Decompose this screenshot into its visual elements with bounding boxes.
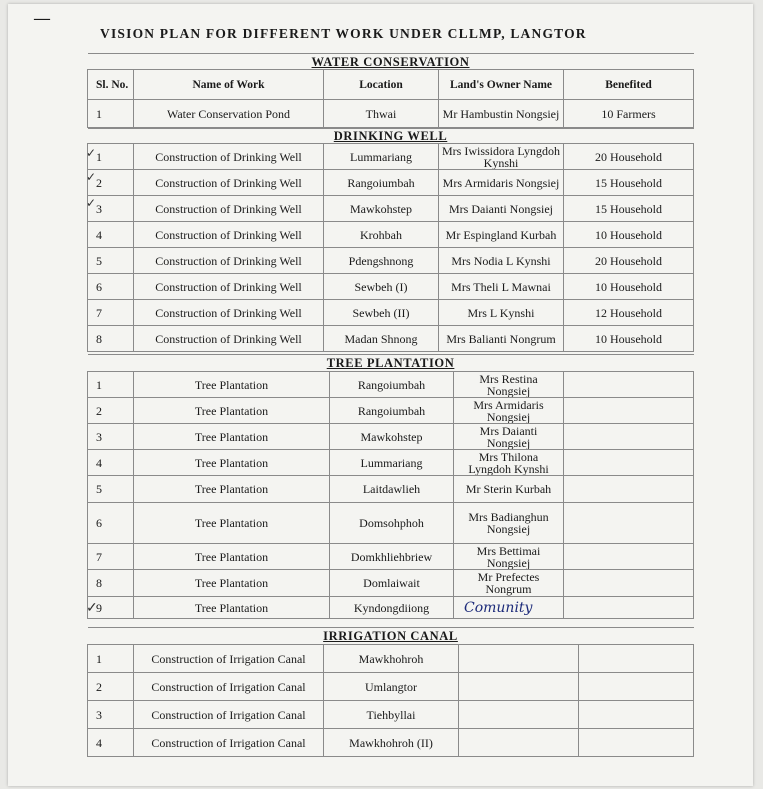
table-row: 2 Construction of Drinking Well Rangoiumbah Mrs Armidaris Nongsiej 15 Household bbox=[88, 170, 694, 196]
table-row: 2 Construction of Irrigation Canal Umlangtor bbox=[88, 673, 694, 701]
table-row: 7 Tree Plantation Domkhliehbriew Mrs Bettimai Nongsiej bbox=[88, 544, 694, 570]
handwritten-owner: Comunity bbox=[454, 597, 564, 619]
table-row: 1 Construction of Drinking Well Lummariang Mrs Iwissidora Lyngdoh Kynshi 20 Household bbox=[88, 144, 694, 170]
table-row: 7 Construction of Drinking Well Sewbeh (II) Mrs L Kynshi 12 Household bbox=[88, 300, 694, 326]
table-row: 5 Tree Plantation Laitdawlieh Mr Sterin Kurbah bbox=[88, 476, 694, 503]
table-row: 3 Construction of Irrigation Canal Tiehbyllai bbox=[88, 701, 694, 729]
pen-tick-mark: ✓ bbox=[86, 601, 98, 616]
table-row: 6 Tree Plantation Domsohphoh Mrs Badianghun Nongsiej bbox=[88, 503, 694, 544]
corner-mark: — bbox=[34, 10, 49, 27]
column-header-owner: Land's Owner Name bbox=[439, 70, 564, 100]
column-header-location: Location bbox=[324, 70, 439, 100]
irrigation-canal-table bbox=[87, 627, 694, 757]
pen-tick-mark: ✓ bbox=[86, 146, 97, 160]
table-row: 9 Tree Plantation Kyndongdiiong Comunity bbox=[88, 597, 694, 619]
table-row: 1 Construction of Irrigation Canal Mawkhohroh bbox=[88, 645, 694, 673]
section-heading-irrigation-canal: IRRIGATION CANAL bbox=[88, 628, 694, 645]
drinking-well-table bbox=[87, 128, 694, 352]
table-row: 8 Tree Plantation Domlaiwait Mr Prefectes Nongrum bbox=[88, 570, 694, 597]
table-row: 6 Construction of Drinking Well Sewbeh (I) Mrs Theli L Mawnai 10 Household bbox=[88, 274, 694, 300]
table-row: 1 Water Conservation Pond Thwai Mr Hambustin Nongsiej 10 Farmers bbox=[88, 100, 694, 128]
table-row: 2 Tree Plantation Rangoiumbah Mrs Armidaris Nongsiej bbox=[88, 398, 694, 424]
section-heading-tree-plantation: TREE PLANTATION bbox=[88, 355, 694, 372]
document-title: VISION PLAN FOR DIFFERENT WORK UNDER CLLMP, LANGTOR bbox=[100, 26, 587, 41]
column-header-sl-no: Sl. No. bbox=[88, 70, 134, 100]
pen-tick-mark: ✓ bbox=[86, 196, 97, 210]
table-row: 4 Construction of Irrigation Canal Mawkhohroh (II) bbox=[88, 729, 694, 757]
table-row: 1 Tree Plantation Rangoiumbah Mrs Restina Nongsiej bbox=[88, 372, 694, 398]
table-row: 3 Construction of Drinking Well Mawkohstep Mrs Daianti Nongsiej 15 Household bbox=[88, 196, 694, 222]
table-row: 8 Construction of Drinking Well Madan Shnong Mrs Balianti Nongrum 10 Household bbox=[88, 326, 694, 352]
table-row: 3 Tree Plantation Mawkohstep Mrs Daianti Nongsiej bbox=[88, 424, 694, 450]
tree-plantation-table bbox=[87, 354, 694, 619]
pen-tick-mark: ✓ bbox=[86, 170, 97, 184]
section-heading-water-conservation: WATER CONSERVATION bbox=[88, 54, 694, 70]
table-row: 4 Tree Plantation Lummariang Mrs Thilona Lyngdoh Kynshi bbox=[88, 450, 694, 476]
column-header-benefited: Benefited bbox=[564, 70, 694, 100]
water-conservation-table bbox=[87, 53, 694, 128]
table-row: 4 Construction of Drinking Well Krohbah Mr Espingland Kurbah 10 Household bbox=[88, 222, 694, 248]
column-header-name-of-work: Name of Work bbox=[134, 70, 324, 100]
section-heading-drinking-well: DRINKING WELL bbox=[88, 129, 694, 144]
table-row: 5 Construction of Drinking Well Pdengshnong Mrs Nodia L Kynshi 20 Household bbox=[88, 248, 694, 274]
